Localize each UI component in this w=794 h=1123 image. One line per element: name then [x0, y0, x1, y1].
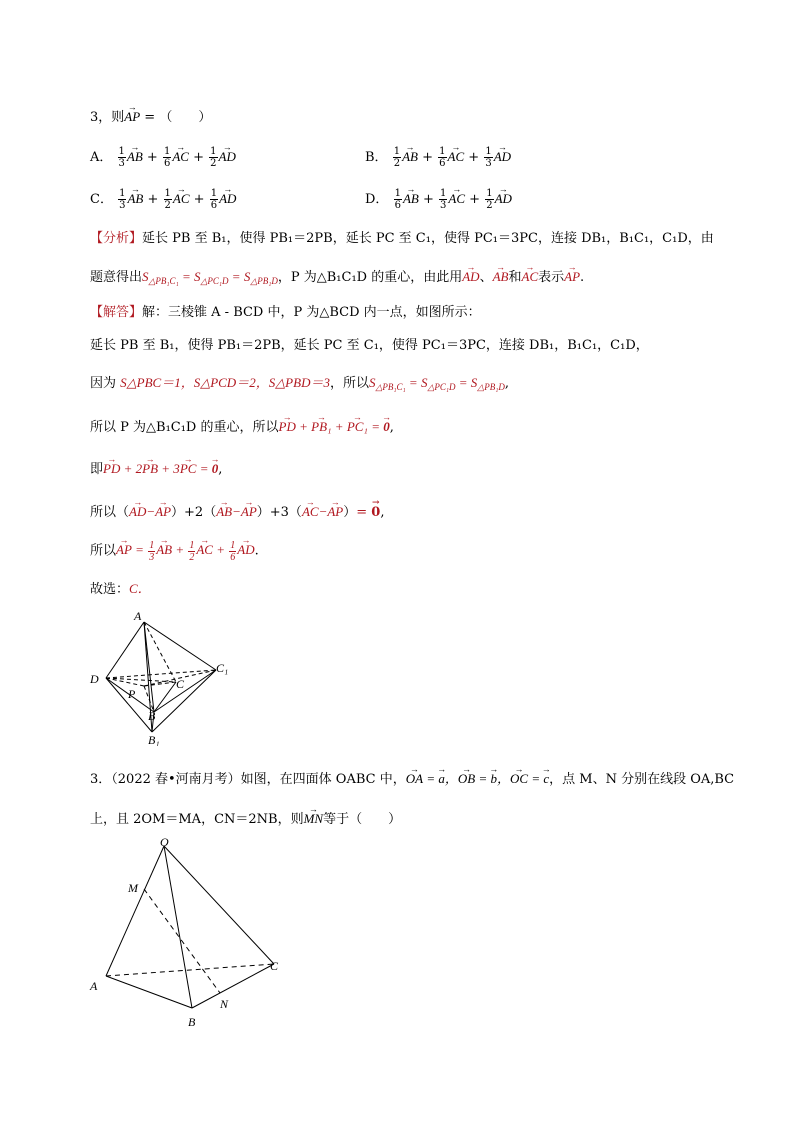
q3-line-1: 3．（2022 春•河南月考）如图，在四面体 OABC 中，→ OA = → a，→ OB = → b，→ OC = → c，点 M、N 分别在线段 OA,BC [90, 770, 734, 789]
solution-line-2: 延长 PB 至 B₁，使得 PB₁＝2PB，延长 PC 至 C₁，使得 PC₁＝3PC，连接 DB₁，B₁C₁，C₁D， [90, 338, 649, 353]
solution-line-4: 所以 P 为△B₁C₁D 的重心，所以→ PD + → PB₁ + → PC₁ = → 0, [90, 418, 394, 437]
fig2-label-o: O [160, 835, 169, 849]
option-d: D． $\frac{1}{6}$ → AB + $\frac{1}{3}$ → AC + $\frac{1}{2}$ → AD [365, 188, 512, 211]
fig1-label-c: C [176, 677, 185, 691]
option-c: C． $\frac{1}{3}$ → AB + $\frac{1}{2}$ → AC + $\frac{1}{6}$ → AD [90, 188, 236, 211]
fig1-label-a: A [134, 609, 142, 623]
fig1-label-c1: C₁ [216, 661, 229, 675]
q3-line-2: 上，且 2OM＝MA，CN＝2NB，则→ MN等于（ ） [90, 810, 401, 829]
figure-tetrahedron-1 [86, 606, 266, 746]
option-a: A． $\frac{1}{3}$ → AB + $\frac{1}{6}$ → AC + $\frac{1}{2}$ → AD [90, 146, 236, 169]
solution-line-3: 因为 S△PBC＝1，S△PCD＝2，S△PBD＝3，所以$S_{\triangle PB_1C_1} = S_{\triangle PC_1D} = S_{\triangle PB_1D}$, [90, 375, 509, 392]
fig1-label-b1: B₁ [148, 733, 160, 746]
analysis-line-1: 【分析】延长 PB 至 B₁，使得 PB₁＝2PB，延长 PC 至 C₁，使得 PC₁＝3PC，连接 DB₁，B₁C₁，C₁D，由 [90, 231, 714, 246]
fig1-label-d: D [90, 672, 99, 686]
solution-line-6: 所以（→ AD−→ AP）+2（→ AB−→ AP）+3（→ AC−→ AP）= → 0, [90, 503, 384, 522]
fig2-label-c: C [270, 959, 279, 973]
question-stem: 3，则→ AP = （ ） [90, 108, 211, 127]
fig2-label-m: M [128, 881, 138, 895]
option-b: B． $\frac{1}{2}$ → AB + $\frac{1}{6}$ → AC + $\frac{1}{3}$ → AD [365, 146, 511, 169]
fig2-label-a: A [90, 979, 98, 993]
answer-line: 故选：C． [90, 581, 151, 597]
solution-line-5: 即→ PD + 2→ PB + 3→ PC = → 0, [90, 460, 222, 479]
analysis-line-2: 题意得出$S_{\triangle PB_1C_1} = S_{\triangle PC_1D} = S_{\triangle PB_1D}$，P 为△B₁C₁D 的重心，由此用→ AD、→ AB和→ AC表示→ AP. [90, 268, 584, 290]
analysis-tag: 【分析】 [90, 231, 143, 246]
figure-tetrahedron-2 [86, 832, 296, 1032]
fig1-label-b: B [148, 709, 156, 723]
solution-line-7: 所以→ AP = $\frac{1}{3}$ → AB + $\frac{1}{2}$ → AC + $\frac{1}{6}$ → AD. [90, 540, 259, 563]
fig2-label-b: B [188, 1015, 196, 1029]
fig1-label-p: P [128, 687, 136, 701]
solution-line-1: 【解答】解：三棱锥 A - BCD 中，P 为△BCD 内一点，如图所示： [90, 305, 481, 320]
solution-tag: 【解答】 [90, 305, 143, 320]
fig2-label-n: N [220, 997, 229, 1011]
